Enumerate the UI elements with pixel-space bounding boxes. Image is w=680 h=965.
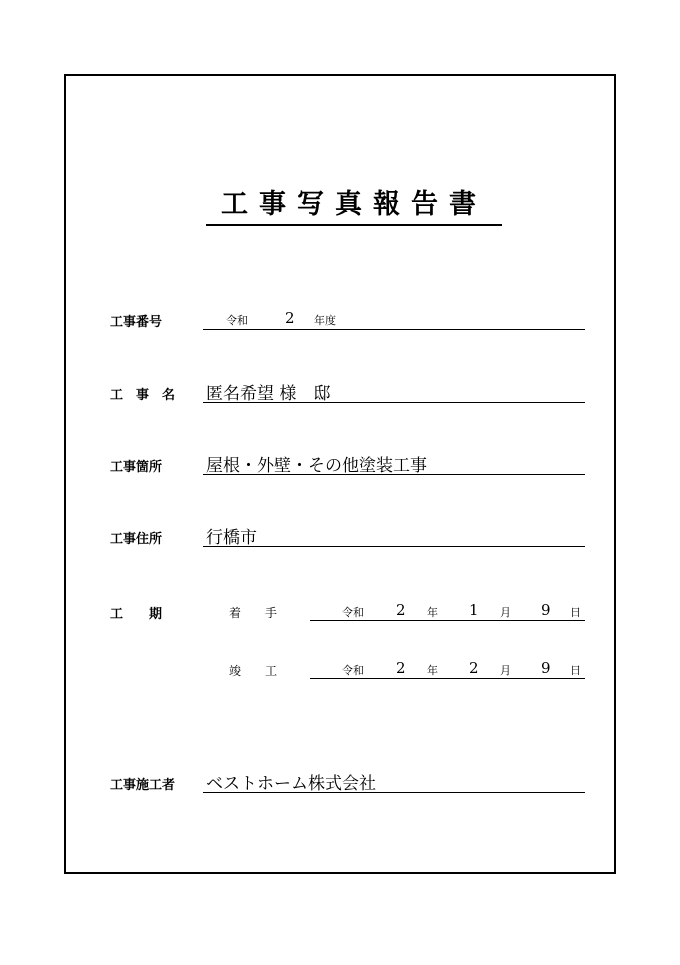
start-month-unit: 月 bbox=[500, 606, 511, 619]
number-suffix: 年度 bbox=[314, 314, 336, 327]
start-year-unit: 年 bbox=[427, 606, 438, 619]
label-construction-period: 工 期 bbox=[110, 607, 163, 622]
end-year: 2 bbox=[396, 659, 406, 677]
label-construction-location: 工事箇所 bbox=[110, 460, 163, 475]
start-year: 2 bbox=[396, 601, 406, 619]
start-day-unit: 日 bbox=[570, 606, 581, 619]
underline-construction-address bbox=[203, 546, 585, 547]
label-construction-name: 工 事 名 bbox=[110, 388, 176, 403]
label-completion: 竣 工 bbox=[229, 664, 278, 678]
construction-name-value: 匿名希望 様 邸 bbox=[206, 384, 331, 404]
document-title: 工事写真報告書 bbox=[206, 190, 502, 226]
start-era: 令和 bbox=[342, 606, 364, 619]
end-day: 9 bbox=[541, 659, 551, 677]
end-month: 2 bbox=[469, 659, 479, 677]
label-construction-address: 工事住所 bbox=[110, 532, 163, 547]
number-era: 令和 bbox=[226, 314, 248, 327]
end-era: 令和 bbox=[342, 664, 364, 677]
label-contractor: 工事施工者 bbox=[110, 778, 176, 793]
number-year: 2 bbox=[285, 309, 295, 327]
label-construction-number: 工事番号 bbox=[110, 315, 163, 330]
end-day-unit: 日 bbox=[570, 664, 581, 677]
construction-location-value: 屋根・外壁・その他塗装工事 bbox=[206, 456, 427, 476]
label-start: 着 手 bbox=[229, 606, 278, 620]
end-year-unit: 年 bbox=[427, 664, 438, 677]
start-month: 1 bbox=[469, 601, 479, 619]
end-month-unit: 月 bbox=[500, 664, 511, 677]
construction-address-value: 行橋市 bbox=[206, 528, 257, 548]
underline-start bbox=[310, 620, 585, 621]
underline-construction-number bbox=[203, 329, 585, 330]
contractor-value: ベストホーム株式会社 bbox=[206, 774, 376, 794]
underline-completion bbox=[310, 678, 585, 679]
start-day: 9 bbox=[541, 601, 551, 619]
